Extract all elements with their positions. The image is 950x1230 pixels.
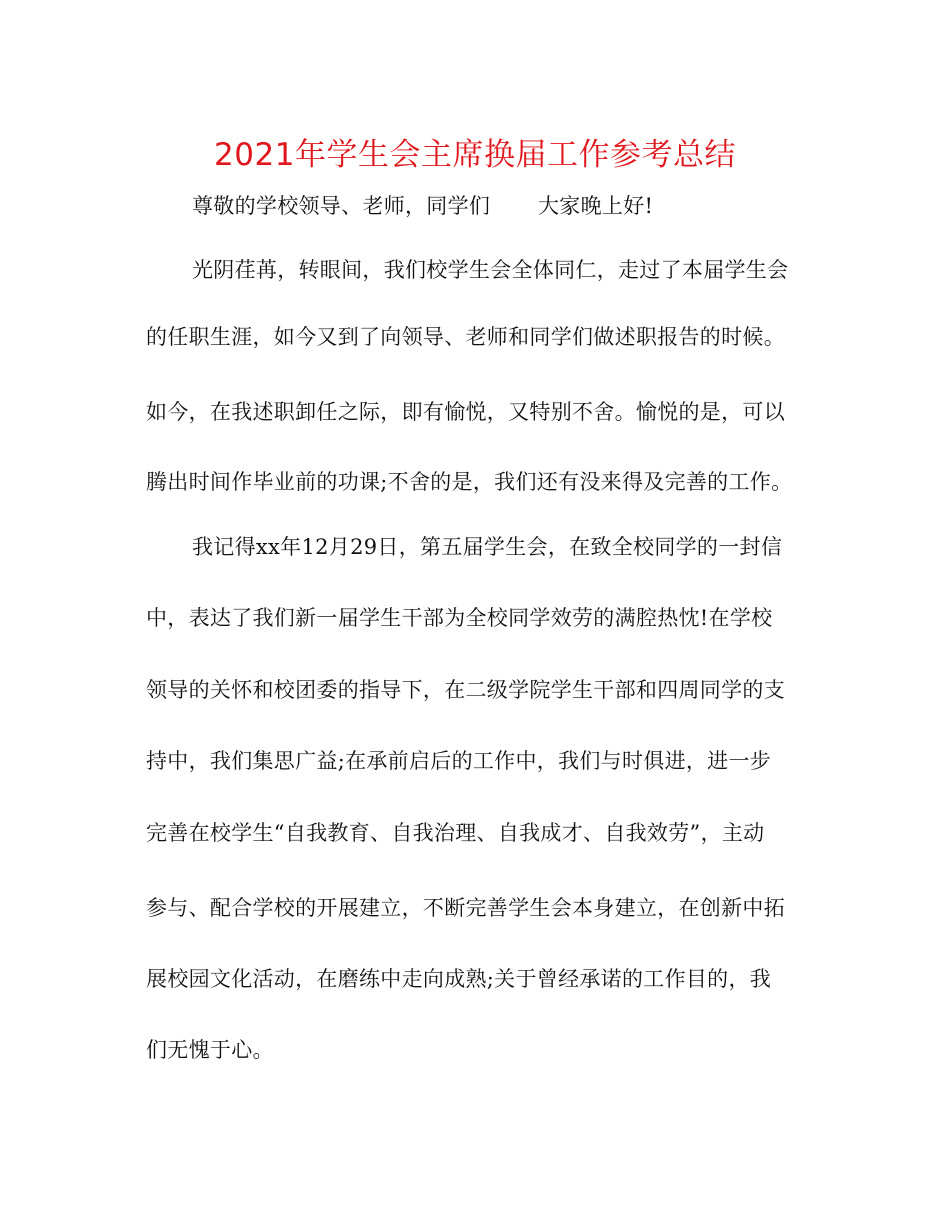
paragraph-line: 的任职生涯，如今又到了向领导、老师和同学们做述职报告的时候。 xyxy=(146,325,785,349)
paragraph-line: 展校园文化活动，在磨练中走向成熟;关于曾经承诺的工作目的，我 xyxy=(146,967,772,991)
greeting-hello: 大家晚上好! xyxy=(538,194,654,218)
paragraph-line: 持中，我们集思广益;在承前启后的工作中，我们与时俱进，进一步 xyxy=(146,749,772,773)
paragraph-line: 们无愧于心。 xyxy=(146,1038,274,1062)
paragraph-line: 光阴荏苒，转眼间，我们校学生会全体同仁，走过了本届学生会 xyxy=(192,258,789,282)
paragraph-line: 完善在校学生“自我教育、自我治理、自我成才、自我效劳”，主动 xyxy=(146,821,765,845)
paragraph-line: 我记得xx年12月29日，第五届学生会，在致全校同学的一封信 xyxy=(192,535,783,559)
paragraph-line: 如今，在我述职卸任之际，即有愉悦，又特别不舍。愉悦的是，可以 xyxy=(146,400,785,424)
paragraph-line: 参与、配合学校的开展建立，不断完善学生会本身建立，在创新中拓 xyxy=(146,896,785,920)
paragraph-line: 领导的关怀和校团委的指导下，在二级学院学生干部和四周同学的支 xyxy=(146,678,785,702)
paragraph-line: 腾出时间作毕业前的功课;不舍的是，我们还有没来得及完善的工作。 xyxy=(146,470,793,494)
greeting-salutation: 尊敬的学校领导、老师，同学们 xyxy=(192,194,491,218)
document-title: 2021年学生会主席换届工作参考总结 xyxy=(214,137,736,173)
paragraph-line: 中，表达了我们新一届学生干部为全校同学效劳的满腔热忱!在学校 xyxy=(146,606,773,630)
